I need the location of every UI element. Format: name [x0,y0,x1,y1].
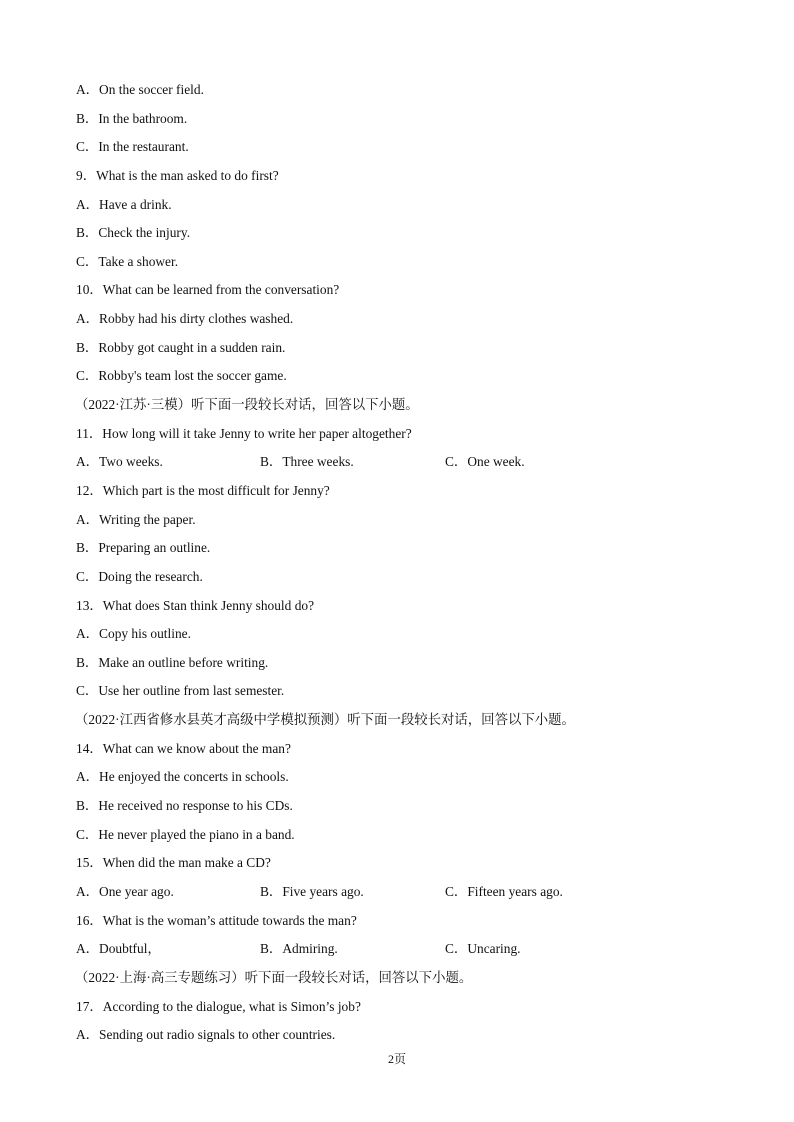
option-line [76,338,736,367]
option-line [76,681,736,710]
question-line [76,997,736,1026]
option-text: B．He received no response to his CDs. [76,798,293,814]
page-number: 2页 [387,1052,406,1066]
option-line [76,825,736,854]
question-line [76,424,736,453]
question-line [76,853,736,882]
source-text: （2022·江西省修水县英才高级中学模拟预测）听下面一段较长对话，回答以下小题。 [75,712,575,728]
option-line [76,223,736,252]
option-a: A．Two weeks. [76,454,163,470]
option-text: A．Robby had his dirty clothes washed. [76,311,294,327]
option-line [76,624,736,653]
question-line [76,280,736,309]
source-text: （2022·上海·高三专题练习）听下面一段较长对话，回答以下小题。 [75,969,473,985]
option-line [76,195,736,224]
question-text: 16．What is the woman’s attitude towards the man? [76,912,357,928]
option-text: B．Preparing an outline. [76,540,211,556]
question-line [76,739,736,768]
option-text: B．In the bathroom. [76,110,188,126]
source-line [75,968,735,997]
option-c: C．One week. [445,454,525,470]
options-row [76,882,736,911]
option-line [76,767,736,796]
option-text: A．Copy his outline. [76,626,191,642]
option-text: A．Sending out radio signals to other countries. [76,1027,336,1043]
question-text: 14．What can we know about the man? [76,740,291,756]
question-text: 9．What is the man asked to do first? [76,167,279,183]
option-line [76,567,736,596]
option-text: C．Use her outline from last semester. [76,683,285,699]
option-text: B．Check the injury. [76,225,191,241]
option-text: A．Have a drink. [76,196,172,212]
question-line [76,481,736,510]
option-text: A．Writing the paper. [76,511,196,527]
option-text: C．He never played the piano in a band. [76,826,295,842]
option-text: C．Doing the research. [76,568,203,584]
question-line [76,166,736,195]
option-text: A．On the soccer field. [76,82,204,97]
option-a: A．One year ago. [76,883,174,899]
question-text: 15．When did the man make a CD? [76,855,271,871]
option-text: A．He enjoyed the concerts in schools. [76,769,289,785]
option-line [76,366,736,395]
source-line [75,395,735,424]
question-line [76,911,736,940]
option-text: C．Take a shower. [76,253,179,269]
option-text: C．Robby's team lost the soccer game. [76,368,287,384]
option-b: B．Admiring. [260,941,338,957]
option-a: A．Doubtful， [76,941,161,957]
question-list [76,80,736,1054]
source-text: （2022·江苏·三模）听下面一段较长对话，回答以下小题。 [75,397,419,413]
option-line [76,796,736,825]
question-text: 11．How long will it take Jenny to write her paper altogether? [76,425,412,441]
options-row [76,452,736,481]
question-text: 17．According to the dialogue, what is Simon’s job? [76,998,361,1014]
question-text: 13．What does Stan think Jenny should do? [76,597,315,613]
source-line [75,710,735,739]
option-line [76,653,736,682]
option-text: B．Make an outline before writing. [76,654,269,670]
option-line [76,538,736,567]
option-b: B．Five years ago. [260,883,364,899]
option-line [76,309,736,338]
option-text: C．In the restaurant. [76,139,189,155]
option-line [76,80,736,109]
question-text: 10．What can be learned from the conversation? [76,282,340,298]
option-line [76,510,736,539]
option-text: B．Robby got caught in a sudden rain. [76,339,286,355]
options-row [76,939,736,968]
option-line [76,109,736,138]
option-b: B．Three weeks. [260,454,354,470]
option-c: C．Uncaring. [445,941,521,957]
option-line [76,137,736,166]
option-line [76,252,736,281]
question-line [76,596,736,625]
option-c: C．Fifteen years ago. [445,883,563,899]
question-text: 12．Which part is the most difficult for Jenny? [76,482,330,498]
